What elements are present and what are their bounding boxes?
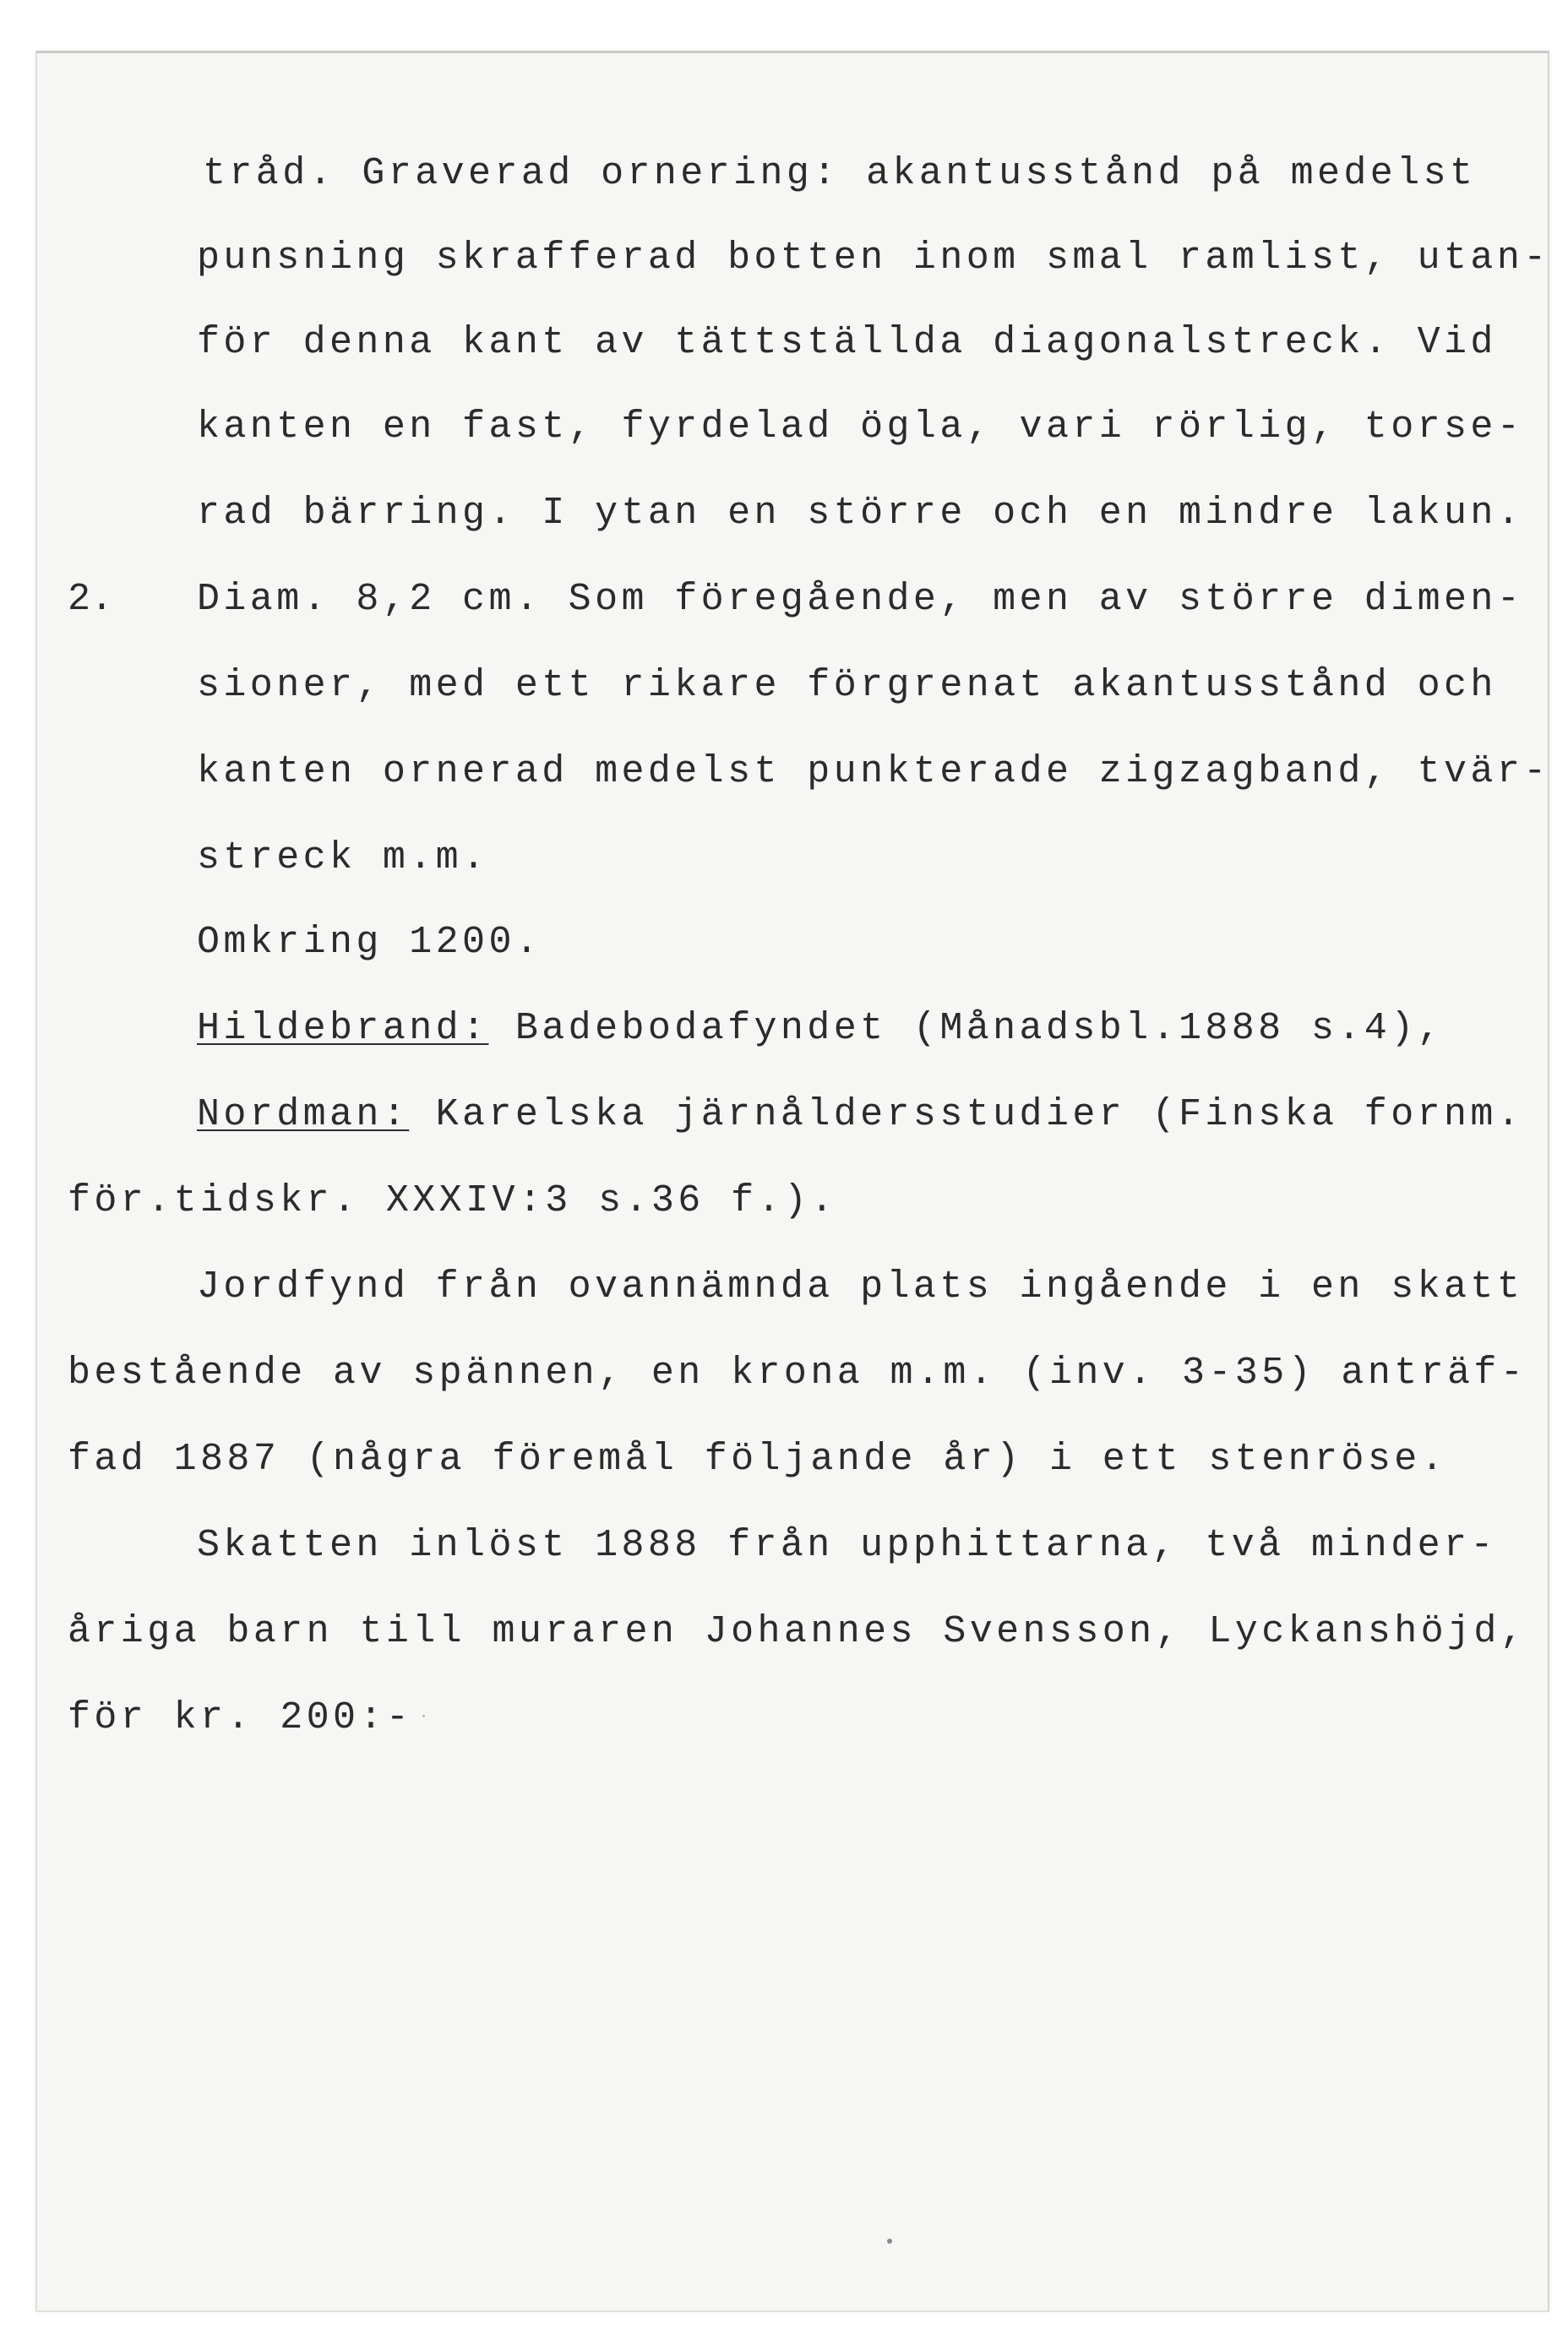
- reference-title: Badebodafyndet (Månadsbl.1888 s.4),: [488, 1007, 1445, 1050]
- text-line: Jordfynd från ovannämnda plats ingående i en skatt: [197, 1265, 1524, 1309]
- text-line: punsning skrafferad botten inom smal ramlist, utan-: [197, 237, 1550, 280]
- text-line: tråd. Graverad ornering: akantusstånd på medelst: [203, 152, 1477, 195]
- text-line: Skatten inlöst 1888 från upphittarna, två minder-: [197, 1524, 1497, 1567]
- reference-author: Nordman:: [197, 1093, 410, 1136]
- text-line: rad bärring. I ytan en större och en mindre lakun.: [197, 492, 1524, 535]
- reference-nordman: [197, 1090, 1523, 1140]
- reference-title: Karelska järnåldersstudier (Finska fornm.: [409, 1093, 1524, 1136]
- text-line: streck m.m.: [197, 836, 489, 879]
- paper-speck: [422, 1715, 425, 1717]
- text-line: för kr. 200:-: [68, 1696, 413, 1739]
- text-line: sioner, med ett rikare förgrenat akantusstånd och: [197, 664, 1497, 707]
- text-line: kanten en fast, fyrdelad ögla, vari rörlig, torse-: [197, 405, 1524, 449]
- text-line: för denna kant av tättställda diagonalstreck. Vid: [197, 321, 1497, 364]
- text-line: Diam. 8,2 cm. Som föregående, men av större dimen-: [197, 578, 1524, 621]
- paper-speck: [887, 2239, 892, 2244]
- dating: Omkring 1200.: [197, 921, 542, 964]
- reference-author: Hildebrand:: [197, 1007, 489, 1050]
- reference-hildebrand: [197, 1004, 1444, 1054]
- text-line: åriga barn till muraren Johannes Svensson, Lyckanshöjd,: [68, 1610, 1527, 1653]
- item-number: 2.: [68, 578, 114, 621]
- text-line: fad 1887 (några föremål följande år) i ett stenröse.: [68, 1438, 1448, 1481]
- text-line: kanten ornerad medelst punkterade zigzagband, tvär-: [197, 750, 1550, 793]
- reference-continuation: för.tidskr. XXXIV:3 s.36 f.).: [68, 1179, 837, 1222]
- text-line: bestående av spännen, en krona m.m. (inv. 3-35) anträf-: [68, 1352, 1527, 1395]
